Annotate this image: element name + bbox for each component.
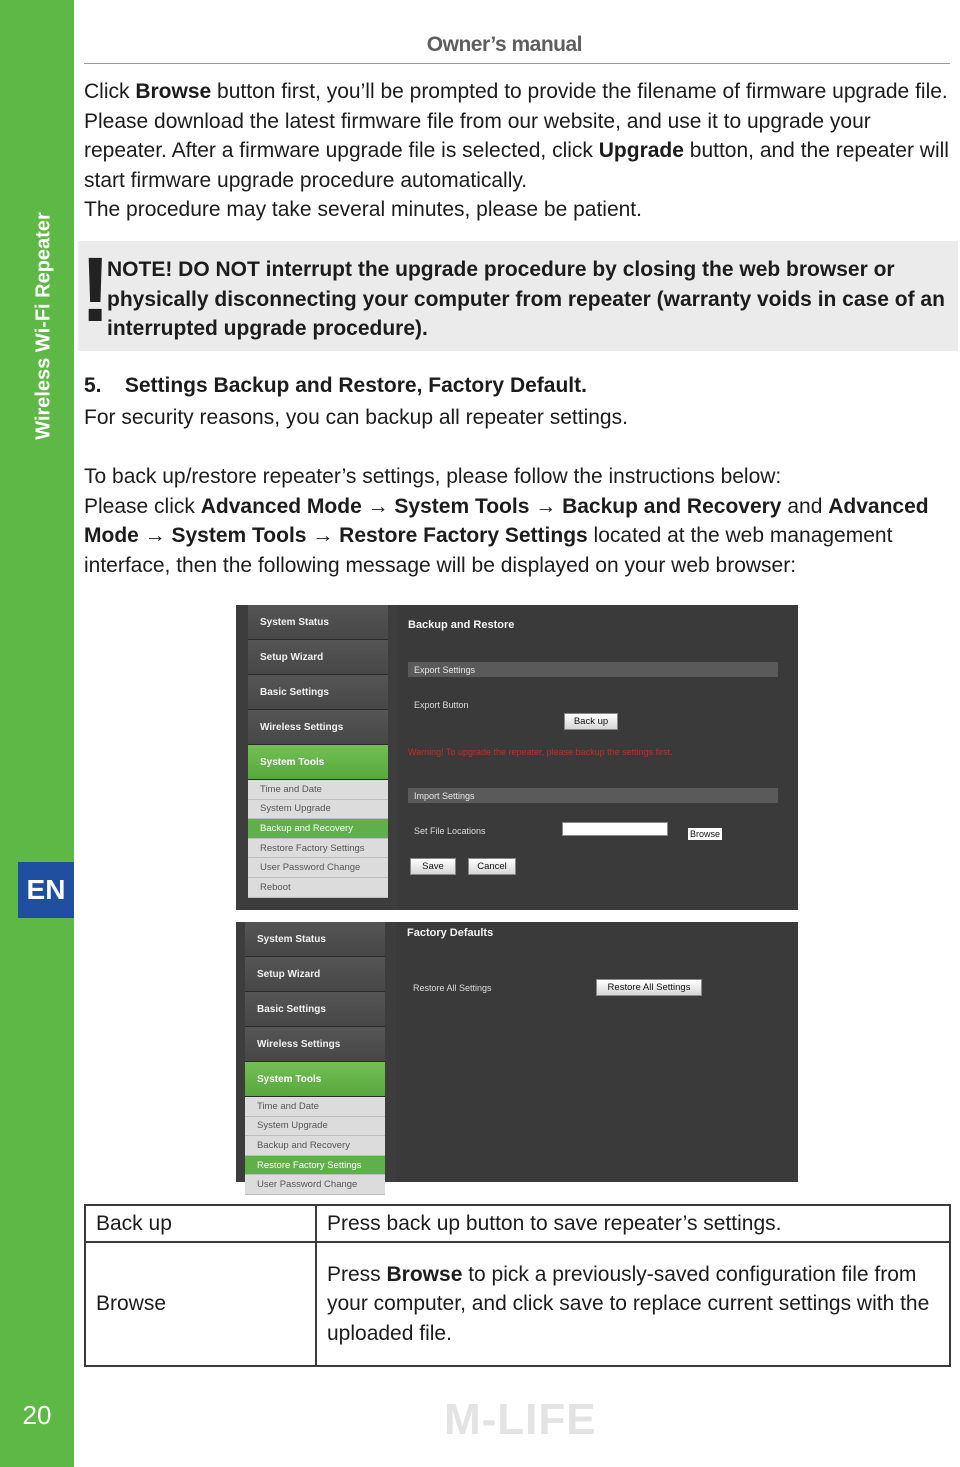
subnav-system-upgrade[interactable]: System Upgrade bbox=[248, 800, 388, 820]
backup-button[interactable]: Back up bbox=[564, 713, 618, 730]
backup-restore-screenshot bbox=[236, 605, 798, 910]
intro-patience-line: The procedure may take several minutes, please be patient. bbox=[84, 198, 642, 222]
subnav-time-date[interactable]: Time and Date bbox=[245, 1097, 385, 1117]
nav-item-system-tools[interactable]: System Tools bbox=[245, 1062, 385, 1097]
table-term: Back up bbox=[85, 1205, 316, 1242]
subnav-backup-recovery[interactable]: Backup and Recovery bbox=[245, 1136, 385, 1156]
nav-item-basic-settings[interactable]: Basic Settings bbox=[248, 675, 388, 710]
browse-button[interactable]: Browse bbox=[690, 829, 721, 839]
subnav-user-password[interactable]: User Password Change bbox=[248, 858, 388, 878]
nav-item-system-status[interactable]: System Status bbox=[245, 922, 385, 957]
exclamation-icon: ! bbox=[80, 239, 111, 341]
nav-item-wireless-settings[interactable]: Wireless Settings bbox=[245, 1027, 385, 1062]
file-path-input[interactable] bbox=[562, 822, 668, 836]
intro-text: Click bbox=[84, 80, 136, 103]
page-number: 20 bbox=[22, 1400, 52, 1430]
nav-item-basic-settings[interactable]: Basic Settings bbox=[245, 992, 385, 1027]
backup-panel bbox=[398, 605, 798, 910]
instructions-paragraph bbox=[84, 462, 952, 580]
panel-title: Factory Defaults bbox=[407, 927, 494, 939]
note-text: NOTE! DO NOT interrupt the upgrade procedure by closing the web browser or physically disconnecting your computer from repeater (warranty voids in case of an interrupted upgrade procedure). bbox=[107, 258, 945, 341]
intro-text: button, and the repeater will start firmware upgrade procedure automatically. bbox=[84, 139, 949, 192]
menu-path-restore: Advanced Mode → System Tools → Restore Factory Settings bbox=[84, 494, 929, 548]
section-subtitle: For security reasons, you can backup all repeater settings. bbox=[84, 406, 628, 429]
section-title: 5. Settings Backup and Restore, Factory Default. bbox=[84, 374, 587, 397]
table-row bbox=[85, 1242, 950, 1366]
export-settings-bar: Export Settings bbox=[408, 662, 778, 677]
subnav-system-upgrade[interactable]: System Upgrade bbox=[245, 1117, 385, 1137]
nav-item-system-tools[interactable]: System Tools bbox=[248, 745, 388, 780]
intro-upgrade-term: Upgrade bbox=[598, 139, 684, 163]
intro-text: button first, you’ll be prompted to provide the filename of firmware upgrade file. Please download the latest firmware file from our website, and use it to upgrade your repeater. After a firmware upgrade file is selected, click bbox=[84, 80, 948, 163]
subnav-backup-recovery[interactable]: Backup and Recovery bbox=[248, 819, 388, 839]
subnav-time-date[interactable]: Time and Date bbox=[248, 780, 388, 800]
nav-item-system-status[interactable]: System Status bbox=[248, 605, 388, 640]
intro-browse-term: Browse bbox=[135, 80, 212, 103]
vertical-title: Wireless Wi-Fi Repeater bbox=[32, 212, 55, 440]
menu-path-backup: Advanced Mode → System Tools → Backup and Recovery bbox=[200, 494, 782, 518]
instructions-text: Please click bbox=[84, 494, 201, 518]
table-row bbox=[85, 1205, 950, 1242]
file-location-label: Set File Locations bbox=[414, 826, 486, 836]
import-settings-bar: Import Settings bbox=[408, 788, 778, 803]
desc-browse-term: Browse bbox=[386, 1262, 463, 1286]
table-term: Browse bbox=[85, 1242, 316, 1366]
nav-item-setup-wizard[interactable]: Setup Wizard bbox=[248, 640, 388, 675]
export-label: Export Button bbox=[414, 700, 469, 710]
info-table bbox=[84, 1204, 951, 1367]
nav-item-wireless-settings[interactable]: Wireless Settings bbox=[248, 710, 388, 745]
subnav-restore-factory[interactable]: Restore Factory Settings bbox=[245, 1156, 385, 1176]
intro-paragraph bbox=[84, 77, 952, 225]
subnav-user-password[interactable]: User Password Change bbox=[245, 1175, 385, 1195]
desc-text: to pick a previously-saved configuration file from your computer, and click save to replace current settings with the uploaded file. bbox=[327, 1262, 930, 1345]
factory-defaults-screenshot bbox=[236, 922, 798, 1191]
subnav-reboot[interactable]: Reboot bbox=[248, 878, 388, 898]
page-header: Owner’s manual bbox=[426, 33, 582, 56]
header-divider bbox=[84, 63, 950, 64]
panel-title: Backup and Restore bbox=[408, 619, 515, 631]
warning-text: Warning! To upgrade the repeater, please backup the settings first. bbox=[408, 747, 673, 757]
instructions-text: and bbox=[781, 494, 829, 518]
table-description bbox=[316, 1242, 950, 1366]
instructions-text: located at the web management interface, then the following message will be displayed on your web browser: bbox=[84, 524, 893, 577]
desc-text: Press bbox=[327, 1262, 387, 1286]
save-button[interactable]: Save bbox=[410, 858, 456, 875]
subnav-restore-factory[interactable]: Restore Factory Settings bbox=[248, 839, 388, 859]
restore-label: Restore All Settings bbox=[413, 983, 492, 993]
nav-item-setup-wizard[interactable]: Setup Wizard bbox=[245, 957, 385, 992]
instructions-intro: To back up/restore repeater’s settings, please follow the instructions below: bbox=[84, 465, 782, 488]
restore-all-button[interactable]: Restore All Settings bbox=[596, 979, 702, 996]
table-description: Press back up button to save repeater’s settings. bbox=[316, 1205, 950, 1242]
language-badge: EN bbox=[18, 862, 74, 918]
nav-menu bbox=[248, 605, 388, 898]
factory-panel bbox=[396, 922, 798, 1182]
nav-menu bbox=[245, 922, 385, 1195]
cancel-button[interactable]: Cancel bbox=[468, 858, 516, 875]
brand-logo: M-LIFE bbox=[444, 1395, 597, 1444]
